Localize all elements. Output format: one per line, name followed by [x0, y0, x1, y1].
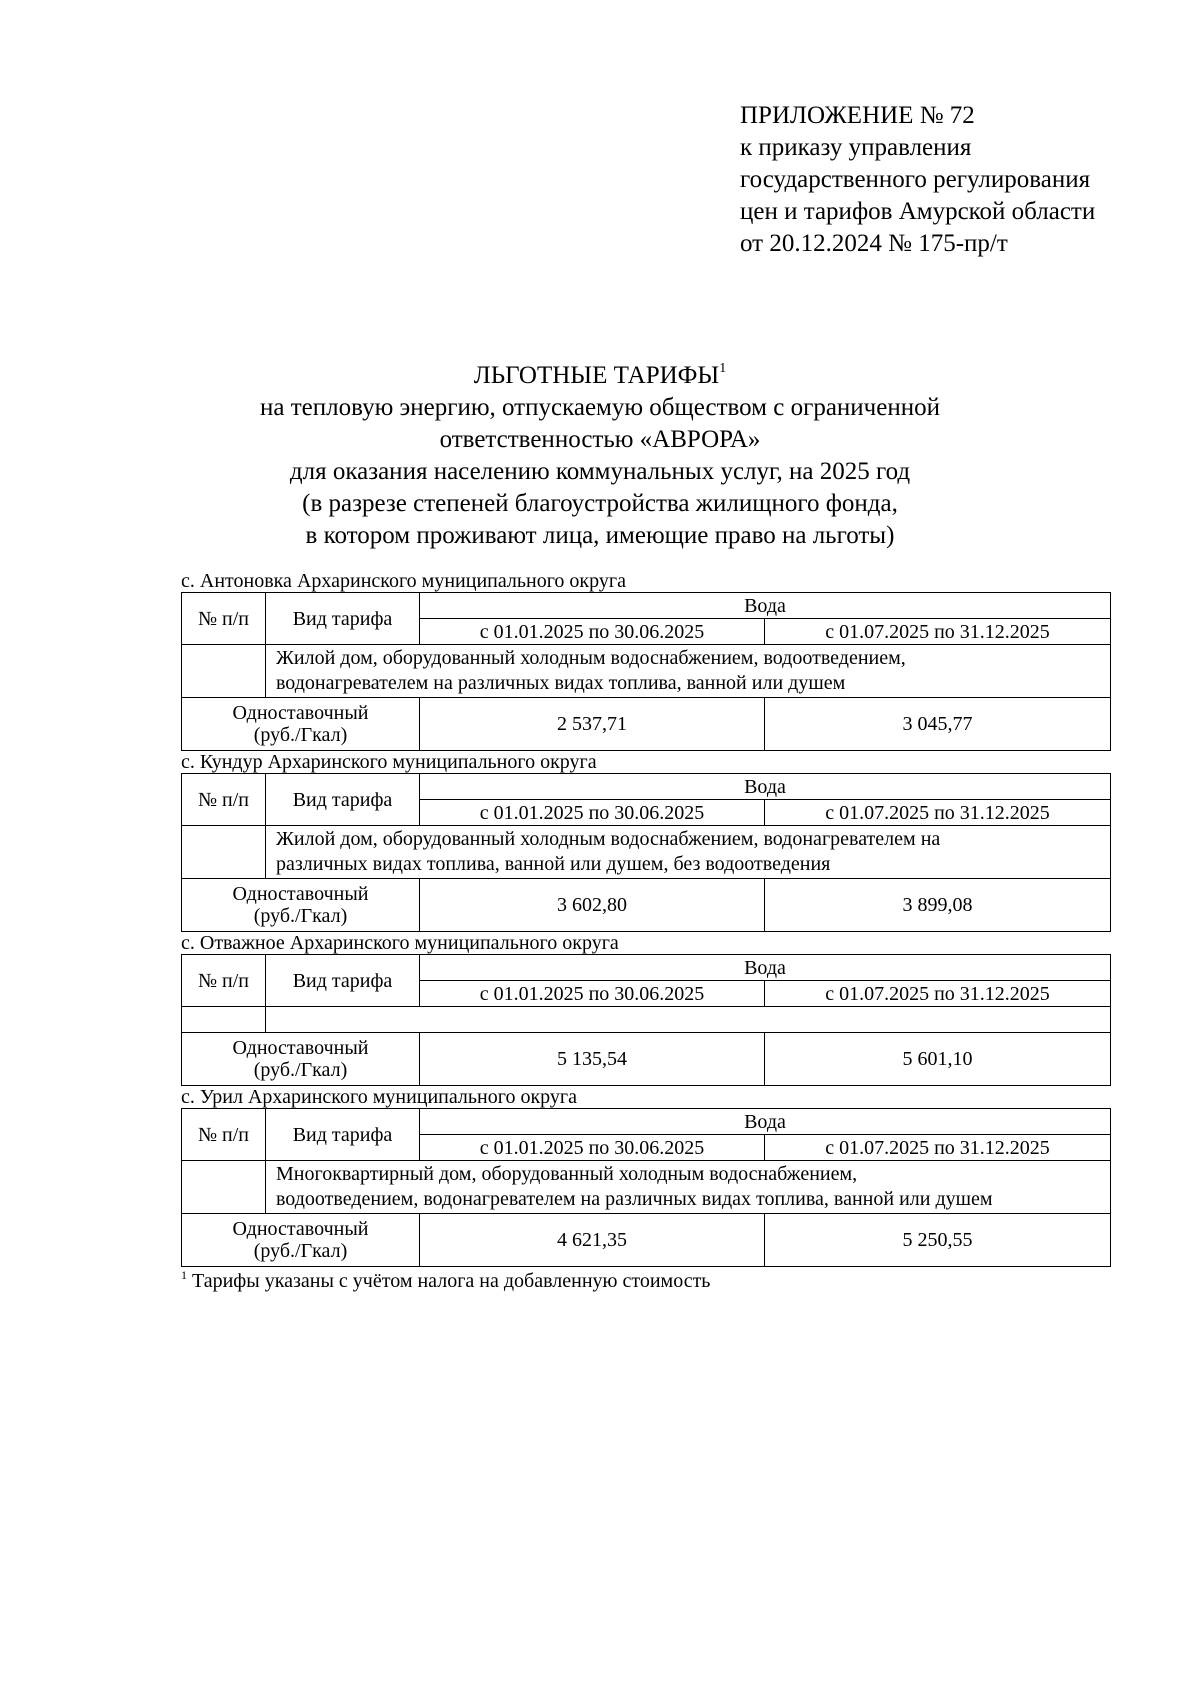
tariff-value-period-1: 3 602,80 — [420, 879, 765, 932]
header-medium: Вода — [420, 774, 1111, 800]
village-name: с. Урил Архаринского муниципального округа — [181, 1086, 577, 1108]
appendix-line: цен и тарифов Амурской области — [740, 198, 1096, 225]
header-tariff-type: Вид тарифа — [266, 955, 420, 1007]
village-name: с. Антоновка Архаринского муниципального округа — [181, 570, 626, 592]
header-period-1: с 01.01.2025 по 30.06.2025 — [420, 1135, 765, 1161]
footnote-mark: 1 — [181, 1268, 187, 1282]
header-medium: Вода — [420, 955, 1111, 981]
appendix-header — [740, 100, 1180, 260]
tariff-value-period-1: 5 135,54 — [420, 1033, 765, 1086]
tariff-table — [181, 773, 1111, 932]
description-line: водонагревателем на различных видах топлива, ванной или душем — [276, 672, 846, 694]
tariff-section — [181, 751, 1110, 932]
header-tariff-type: Вид тарифа — [266, 1109, 420, 1161]
header-medium: Вода — [420, 1109, 1111, 1135]
appendix-line: государственного регулирования — [740, 166, 1091, 193]
village-name: с. Отважное Архаринского муниципального округа — [181, 932, 619, 954]
tariff-section — [181, 570, 1110, 751]
rate-label-line: (руб./Гкал) — [253, 905, 348, 927]
header-number: № п/п — [182, 1109, 266, 1161]
rate-label — [182, 1214, 420, 1267]
header-number: № п/п — [182, 955, 266, 1007]
header-medium: Вода — [420, 593, 1111, 619]
description-number-cell — [182, 1161, 266, 1214]
title-line: (в разрезе степеней благоустройства жилищного фонда, — [302, 490, 898, 517]
header-period-2: с 01.07.2025 по 31.12.2025 — [765, 981, 1111, 1007]
rate-label-line: (руб./Гкал) — [253, 1240, 348, 1262]
tariff-value-period-2: 3 045,77 — [765, 698, 1111, 751]
tariff-table — [181, 592, 1111, 751]
footnote — [181, 1269, 1110, 1293]
tariff-table — [181, 954, 1111, 1086]
footnote-text: Тарифы указаны с учётом налога на добавленную стоимость — [192, 1270, 711, 1292]
tariff-value-period-2: 3 899,08 — [765, 879, 1111, 932]
title-line: на тепловую энергию, отпускаемую обществом с ограниченной — [260, 394, 940, 421]
document-title — [180, 360, 1020, 552]
village-name: с. Кундур Архаринского муниципального округа — [181, 751, 597, 773]
appendix-line: от 20.12.2024 № 175-пр/т — [740, 230, 1008, 257]
header-period-1: с 01.01.2025 по 30.06.2025 — [420, 619, 765, 645]
tariff-value-period-2: 5 601,10 — [765, 1033, 1111, 1086]
header-number: № п/п — [182, 593, 266, 645]
description-line: Многоквартирный дом, оборудованный холодным водоснабжением, — [276, 1163, 858, 1185]
rate-label — [182, 1033, 420, 1086]
rate-label — [182, 698, 420, 751]
header-period-2: с 01.07.2025 по 31.12.2025 — [765, 619, 1111, 645]
title-footnote-mark: 1 — [719, 361, 727, 376]
description-number-cell — [182, 1007, 266, 1033]
tariff-section — [181, 932, 1110, 1086]
header-period-2: с 01.07.2025 по 31.12.2025 — [765, 800, 1111, 826]
description-number-cell — [182, 826, 266, 879]
rate-label-line: (руб./Гкал) — [253, 724, 348, 746]
description-line: водоотведением, водонагревателем на различных видах топлива, ванной или душем — [276, 1188, 993, 1210]
header-period-1: с 01.01.2025 по 30.06.2025 — [420, 981, 765, 1007]
description-number-cell — [182, 645, 266, 698]
rate-label-line: (руб./Гкал) — [253, 1059, 348, 1081]
appendix-line: ПРИЛОЖЕНИЕ № 72 — [740, 102, 975, 129]
header-tariff-type: Вид тарифа — [266, 593, 420, 645]
tariff-value-period-1: 2 537,71 — [420, 698, 765, 751]
tariff-sections — [181, 570, 1110, 1293]
header-number: № п/п — [182, 774, 266, 826]
header-period-1: с 01.01.2025 по 30.06.2025 — [420, 800, 765, 826]
appendix-line: к приказу управления — [740, 134, 972, 161]
title-main: ЛЬГОТНЫЕ ТАРИФЫ$^1$ — [473, 361, 727, 389]
header-period-2: с 01.07.2025 по 31.12.2025 — [765, 1135, 1111, 1161]
rate-label-line: Одноставочный — [232, 883, 369, 905]
housing-description — [266, 1161, 1111, 1214]
housing-description — [266, 1007, 1111, 1033]
rate-label-line: Одноставочный — [232, 1037, 369, 1059]
header-tariff-type: Вид тарифа — [266, 774, 420, 826]
description-line: Жилой дом, оборудованный холодным водоснабжением, водоотведением, — [276, 647, 906, 669]
tariff-table — [181, 1108, 1111, 1267]
title-line: для оказания населению коммунальных услуг, на 2025 год — [289, 458, 911, 485]
description-line: Жилой дом, оборудованный холодным водоснабжением, водонагревателем на — [276, 828, 941, 850]
rate-label — [182, 879, 420, 932]
housing-description — [266, 826, 1111, 879]
housing-description — [266, 645, 1111, 698]
title-line: ответственностью «АВРОРА» — [439, 426, 761, 453]
rate-label-line: Одноставочный — [232, 1218, 369, 1240]
title-line: в котором проживают лица, имеющие право на льготы) — [305, 522, 895, 549]
rate-label-line: Одноставочный — [232, 702, 369, 724]
description-line: различных видах топлива, ванной или душем, без водоотведения — [276, 853, 831, 875]
tariff-value-period-2: 5 250,55 — [765, 1214, 1111, 1267]
tariff-value-period-1: 4 621,35 — [420, 1214, 765, 1267]
tariff-section — [181, 1086, 1110, 1267]
